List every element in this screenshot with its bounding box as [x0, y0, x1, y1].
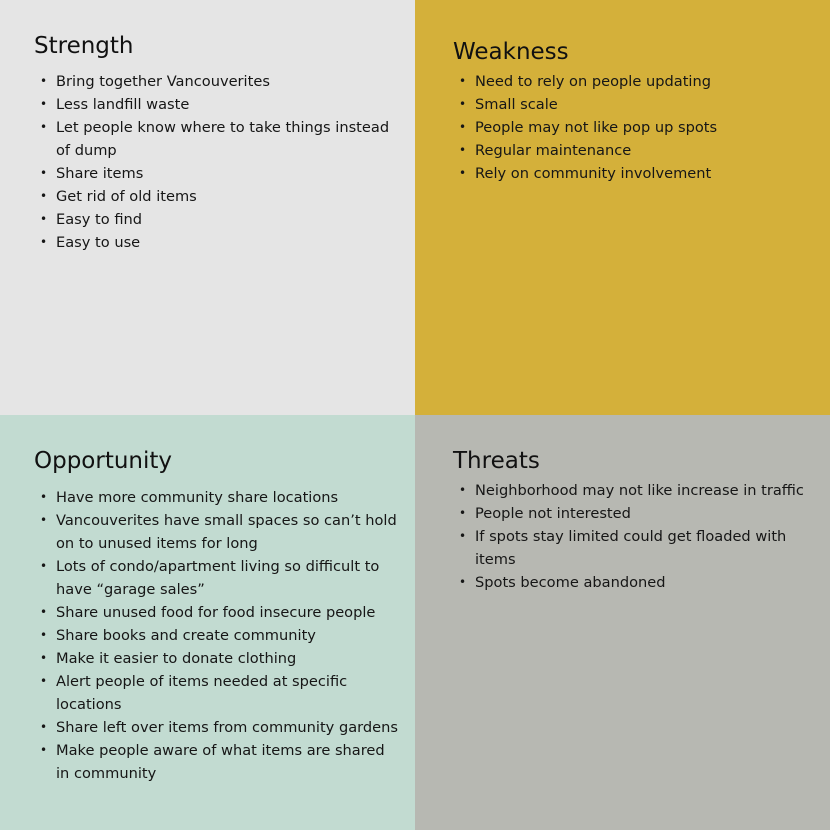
list-item: • People may not like pop up spots — [453, 116, 813, 139]
list-item: • Lots of condo/apartment living so difficult to have “garage sales” — [34, 555, 400, 601]
threats-quadrant — [415, 415, 830, 830]
list-item: • Neighborhood may not like increase in traffic — [453, 479, 813, 502]
list-item: • Less landfill waste — [34, 93, 394, 116]
list-item: • Share books and create community — [34, 624, 400, 647]
list-item: • Share items — [34, 162, 394, 185]
strength-quadrant — [0, 0, 415, 415]
list-item: • Share unused food for food insecure people — [34, 601, 400, 624]
list-item: • Small scale — [453, 93, 813, 116]
strength-title: Strength — [34, 33, 134, 59]
threats-list — [453, 479, 813, 594]
weakness-quadrant — [415, 0, 830, 415]
opportunity-title: Opportunity — [34, 448, 173, 474]
opportunity-list — [34, 486, 400, 785]
list-item: • Spots become abandoned — [453, 571, 813, 594]
list-item: • Share left over items from community gardens — [34, 716, 400, 739]
list-item: • Get rid of old items — [34, 185, 394, 208]
list-item: • People not interested — [453, 502, 813, 525]
opportunity-quadrant — [0, 415, 415, 830]
list-item: • Rely on community involvement — [453, 162, 813, 185]
list-item: • Need to rely on people updating — [453, 70, 813, 93]
weakness-list — [453, 70, 813, 185]
list-item: • Regular maintenance — [453, 139, 813, 162]
list-item: • Make it easier to donate clothing — [34, 647, 400, 670]
list-item: • Let people know where to take things instead of dump — [34, 116, 394, 162]
threats-title: Threats — [453, 448, 540, 474]
list-item: • Alert people of items needed at specific locations — [34, 670, 400, 716]
list-item: • Easy to use — [34, 231, 394, 254]
list-item: • Vancouverites have small spaces so can’t hold on to unused items for long — [34, 509, 400, 555]
list-item: • Have more community share locations — [34, 486, 400, 509]
strength-list — [34, 70, 394, 254]
list-item: • If spots stay limited could get floaded with items — [453, 525, 813, 571]
list-item: • Easy to find — [34, 208, 394, 231]
weakness-title: Weakness — [453, 39, 569, 65]
list-item: • Make people aware of what items are shared in community — [34, 739, 400, 785]
list-item: • Bring together Vancouverites — [34, 70, 394, 93]
